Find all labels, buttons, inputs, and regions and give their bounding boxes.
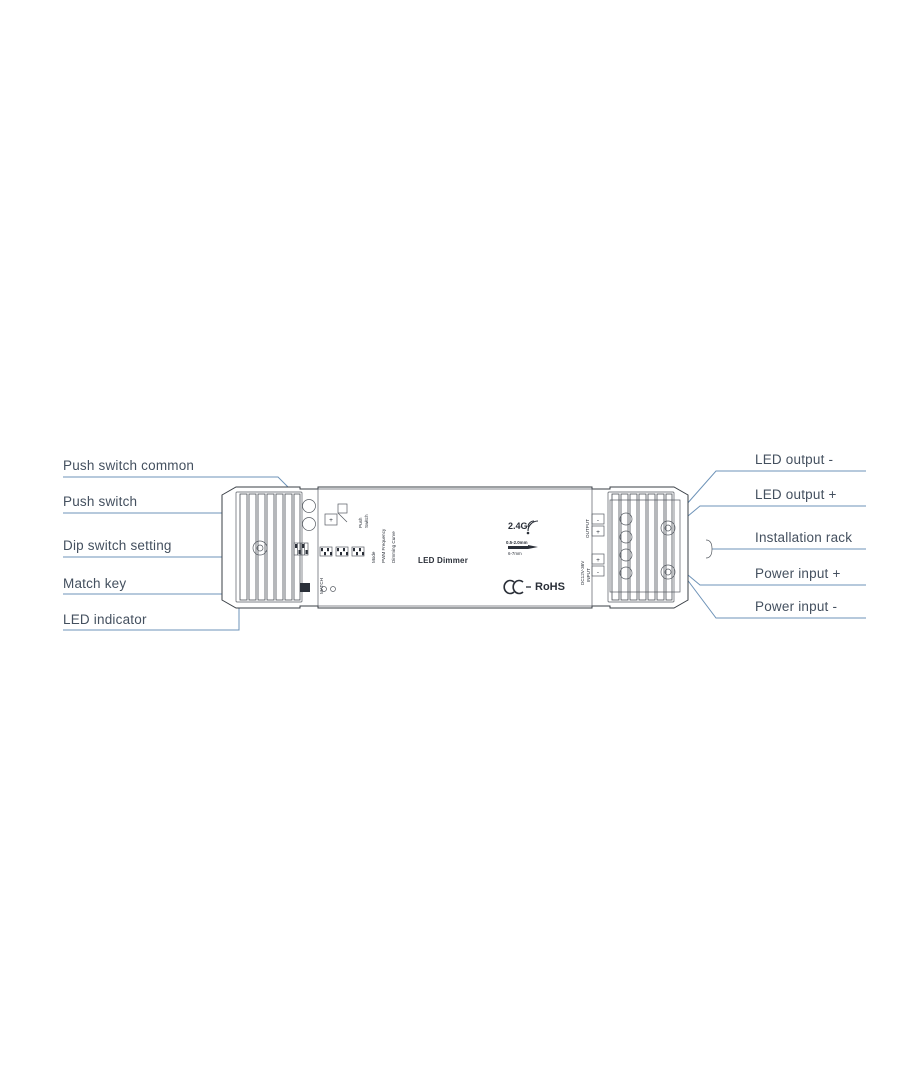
callout-power-input-plus: Power input + <box>755 566 841 581</box>
left-heatsink-fins <box>240 494 300 600</box>
led-dimmer-device <box>222 487 712 608</box>
wire-strip-length-label: 6-7mm <box>508 551 522 556</box>
input-print-label: INPUT <box>586 568 591 582</box>
callout-match-key: Match key <box>63 576 127 591</box>
callout-led-output-minus: LED output - <box>755 452 834 467</box>
svg-text:+: + <box>329 517 333 524</box>
callout-installation-rack: Installation rack <box>755 530 853 545</box>
callout-power-input-minus: Power input - <box>755 599 838 614</box>
push-print-label: Push <box>358 517 363 528</box>
callout-led-indicator: LED indicator <box>63 612 147 627</box>
callout-led-output-plus: LED output + <box>755 487 837 502</box>
match-key-button[interactable] <box>300 583 310 592</box>
svg-text:-: - <box>596 517 600 524</box>
svg-text:-: - <box>596 569 600 576</box>
callout-push-switch-common: Push switch common <box>63 458 195 473</box>
dip-label-pwm-frequency: PWM Frequency <box>381 528 386 563</box>
callout-dip-switch-setting: Dip switch setting <box>63 538 172 553</box>
callout-push-switch: Push switch <box>63 494 138 509</box>
input-voltage-print-label: DC12V-36V <box>580 560 585 585</box>
match-key-print-label: MATCH <box>319 578 324 594</box>
device-brand-label: LED Dimmer <box>418 556 469 565</box>
svg-text:+: + <box>596 529 600 536</box>
wire-strip-spec-label: 0.5-2.0mm <box>506 540 528 545</box>
rf-frequency-label: 2.4G <box>508 521 528 531</box>
right-heatsink-fins <box>612 494 672 600</box>
push-switch-print-label: Switch <box>364 514 369 528</box>
output-print-label: OUTPUT <box>585 519 590 538</box>
svg-text:+: + <box>596 557 600 564</box>
dip-label-mode: Mode <box>371 551 376 563</box>
dip-label-dimming-curve: Dimming Curve <box>391 531 396 563</box>
rohs-mark-label: RoHS <box>535 581 565 593</box>
